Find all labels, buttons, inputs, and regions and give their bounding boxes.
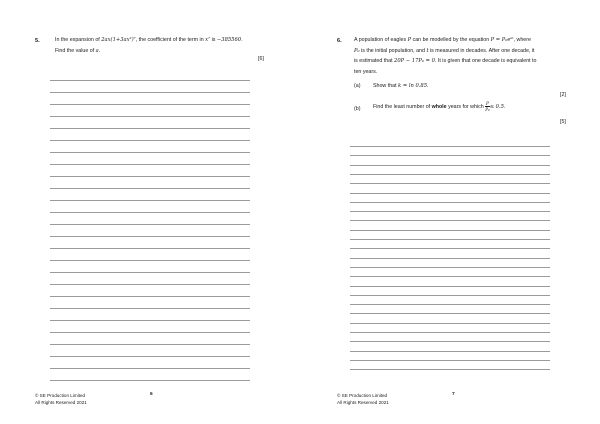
answer-line bbox=[50, 236, 250, 237]
footer-copyright: © SE Production Limited bbox=[337, 393, 388, 398]
q5-text-part: . bbox=[98, 47, 101, 54]
answer-line bbox=[50, 188, 250, 189]
answer-line bbox=[50, 200, 250, 201]
right-page bbox=[300, 0, 600, 424]
page-number: 7 bbox=[452, 392, 455, 397]
part-b-bold-word: whole bbox=[431, 103, 447, 110]
answer-line bbox=[50, 128, 250, 129]
answer-line bbox=[50, 296, 250, 297]
part-a-text-part: Show that bbox=[373, 83, 399, 89]
answer-line bbox=[50, 344, 250, 345]
answer-line bbox=[50, 308, 250, 309]
page-number: 6 bbox=[150, 392, 153, 397]
q5-term: x⁷ bbox=[205, 37, 211, 43]
q6-text-part: . It is given that one decade is equivalent to bbox=[434, 58, 537, 64]
part-b-text-part: Find the least number of bbox=[373, 103, 432, 110]
q5-text-part: Find the value of bbox=[55, 47, 96, 54]
question-6-number: 6. bbox=[337, 38, 342, 44]
q6-text-part: , where bbox=[513, 37, 531, 43]
answer-line bbox=[350, 276, 550, 277]
answer-line bbox=[50, 152, 250, 153]
q6-text-part: is the initial population, and bbox=[359, 47, 427, 54]
q6-variable-t: t bbox=[426, 47, 429, 54]
answer-line bbox=[50, 332, 250, 333]
answer-line bbox=[50, 212, 250, 213]
answer-line bbox=[350, 220, 550, 221]
answer-line bbox=[50, 356, 250, 357]
answer-line bbox=[350, 313, 550, 314]
q6-text-part: is measured in decades. After one decade, it bbox=[428, 47, 535, 54]
answer-line bbox=[350, 341, 550, 342]
part-a-marks: [2] bbox=[560, 92, 566, 98]
answer-line bbox=[350, 304, 550, 305]
question-6-line-1 bbox=[354, 35, 586, 46]
answer-line bbox=[350, 230, 550, 231]
part-b-marks: [5] bbox=[560, 119, 566, 125]
answer-line bbox=[350, 165, 550, 166]
q6-variable-p: P bbox=[407, 37, 412, 43]
part-a-label: (a) bbox=[354, 83, 361, 89]
q5-coefficient-value: −385560 bbox=[216, 37, 242, 43]
footer-copyright-block bbox=[337, 392, 389, 406]
q6-text-part: is estimated that bbox=[354, 58, 395, 64]
q5-text-part: , the coefficient of the term in bbox=[135, 37, 206, 43]
part-b-label: (b) bbox=[354, 106, 361, 112]
question-5-number: 5. bbox=[35, 38, 40, 44]
answer-line bbox=[350, 146, 550, 147]
answer-line bbox=[50, 260, 250, 261]
q5-expression: 2ax(1+3ax²)⁷ bbox=[101, 37, 136, 43]
answer-line bbox=[350, 183, 550, 184]
answer-line bbox=[50, 368, 250, 369]
answer-line bbox=[50, 320, 250, 321]
part-b-text-part: . bbox=[503, 103, 506, 110]
answer-line bbox=[350, 258, 550, 259]
answer-line bbox=[350, 369, 550, 370]
answer-line bbox=[50, 284, 250, 285]
question-6-line-4: ten years. bbox=[354, 68, 378, 75]
part-a-equation: k = ln 0.85 bbox=[398, 83, 428, 89]
part-b-inequality: ≤ 0.5 bbox=[489, 103, 504, 110]
q6-text-part: A population of eagles bbox=[354, 37, 408, 43]
answer-line bbox=[50, 248, 250, 249]
answer-lines[interactable] bbox=[350, 146, 550, 378]
q6-condition-equation: 20P − 17P₀ = 0 bbox=[394, 58, 435, 64]
answer-line bbox=[350, 267, 550, 268]
answer-line bbox=[350, 360, 550, 361]
footer-copyright-block bbox=[35, 392, 87, 406]
answer-line bbox=[350, 211, 550, 212]
answer-line bbox=[50, 272, 250, 273]
answer-line bbox=[350, 323, 550, 324]
question-5-line-1 bbox=[55, 35, 280, 46]
footer-rights: All Rights Reserved 2021 bbox=[337, 400, 389, 405]
q5-variable: a bbox=[95, 47, 99, 54]
footer-copyright: © SE Production Limited bbox=[35, 393, 86, 398]
q5-text-part: is bbox=[210, 37, 217, 43]
answer-line bbox=[350, 332, 550, 333]
part-a-text-part: . bbox=[427, 83, 429, 89]
answer-line bbox=[350, 174, 550, 175]
answer-line bbox=[50, 104, 250, 105]
part-b-text bbox=[373, 101, 505, 112]
answer-line bbox=[50, 92, 250, 93]
footer-rights: All Rights Reserved 2021 bbox=[35, 400, 87, 405]
q5-text-part: . bbox=[241, 37, 243, 43]
part-a-text bbox=[373, 81, 429, 91]
answer-line bbox=[350, 248, 550, 249]
answer-line bbox=[350, 286, 550, 287]
answer-line bbox=[350, 202, 550, 203]
part-b-text-part: years for which bbox=[446, 103, 486, 110]
fraction-denominator: P₀ bbox=[485, 107, 490, 112]
question-6-line-2 bbox=[354, 46, 586, 57]
question-5-marks: [6] bbox=[258, 56, 264, 62]
question-5-line-2 bbox=[55, 46, 280, 57]
answer-line bbox=[350, 155, 550, 156]
question-6-line-3 bbox=[354, 56, 586, 67]
question-6-text bbox=[354, 35, 586, 77]
q6-text-part: can be modelled by the equation bbox=[411, 37, 491, 43]
question-5-text bbox=[55, 35, 280, 56]
fraction-numerator: P bbox=[486, 101, 489, 106]
answer-line bbox=[50, 140, 250, 141]
answer-line bbox=[350, 193, 550, 194]
q6-variable-p0: P₀ bbox=[354, 47, 360, 54]
answer-line bbox=[50, 176, 250, 177]
answer-line bbox=[50, 116, 250, 117]
answer-line bbox=[50, 164, 250, 165]
answer-line bbox=[50, 380, 250, 381]
answer-lines[interactable] bbox=[50, 80, 250, 388]
answer-line bbox=[50, 80, 250, 81]
answer-line bbox=[350, 239, 550, 240]
answer-line bbox=[50, 224, 250, 225]
q6-model-equation: P = P₀eᵏᵗ bbox=[490, 37, 514, 43]
answer-line bbox=[350, 295, 550, 296]
answer-line bbox=[350, 351, 550, 352]
q5-text-part: In the expansion of bbox=[55, 37, 102, 43]
